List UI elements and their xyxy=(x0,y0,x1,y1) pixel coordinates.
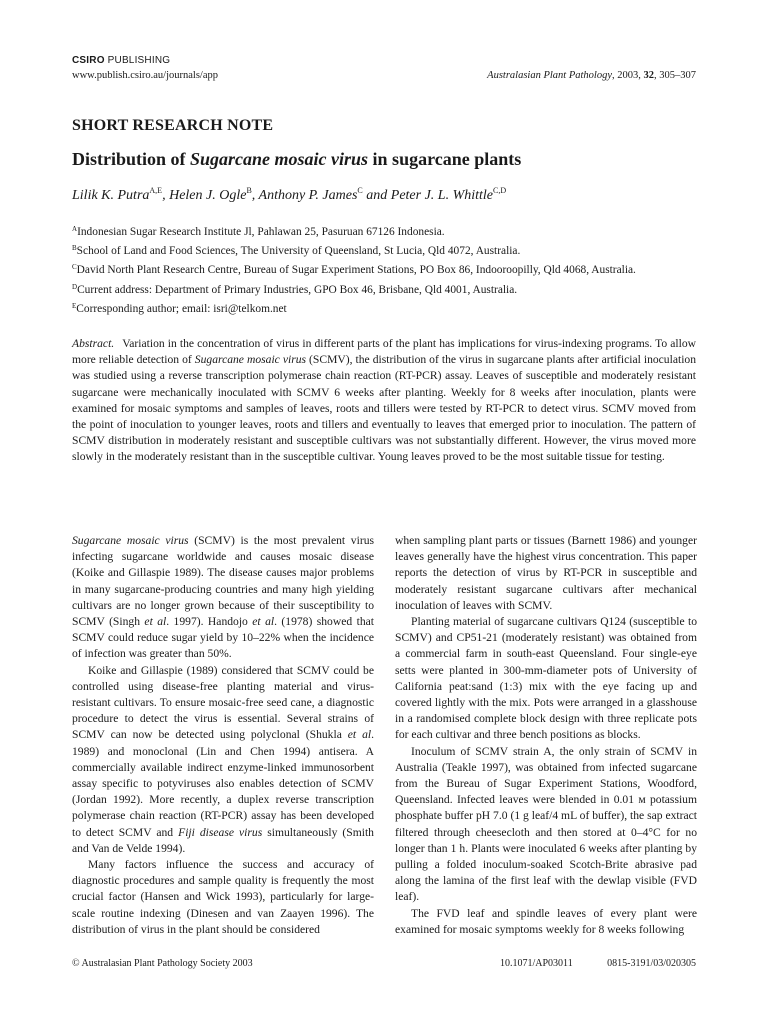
affiliation xyxy=(72,259,636,278)
paragraph: Planting material of sugarcane cultivars Q124 (susceptible to SCMV) and CP51-21 (moderately resistant) was obtained from a commercial farm in south-east Queensland. Four single-eye setts were planted in 300-mm-diameter pots of University of California peat:sand (1:3) mix with the eye facing up and covered lightly with the mix. Pots were arranged in a glasshouse in a randomised complete block design with three replicate pots for each cultivar and three bench positions as blocks. xyxy=(395,615,697,742)
journal-url[interactable]: www.publish.csiro.au/journals/app xyxy=(72,70,219,81)
affiliation-mark: A xyxy=(72,225,78,233)
title-italic: Sugarcane mosaic virus xyxy=(190,149,369,169)
author-affiliation-mark: C xyxy=(357,186,363,195)
abstract xyxy=(72,336,696,466)
body-column-left xyxy=(72,533,374,938)
affiliation-text: David North Plant Research Centre, Bureau of Sugar Experiment Stations, PO Box 86, Indooroopilly, Qld 4068, Australia. xyxy=(76,264,636,277)
affiliation xyxy=(72,240,636,259)
paragraph: Inoculum of SCMV strain A, the only strain of SCMV in Australia (Teakle 1997), was obtained from infected sugarcane from the Bureau of Sugar Experiment Stations, Woodford, Queensland. Infected leaves were blended in 0.01 ᴍ potassium phosphate buffer pH 7.0 (1 g leaf/4 mL of buffer), the sap extract filtered through cheesecloth and then stored at 0–4°C for no longer than 1 h. Plants were inoculated 6 weeks after planting by pulling a folded inoculum-soaked Scotch-Brite abrasive pad along the lamina of the first leaf with the dewlap visible (FVD leaf). xyxy=(395,744,697,904)
affiliation-mark: C xyxy=(72,263,77,272)
paragraph xyxy=(72,533,374,663)
issn: 0815-3191/03/020305 xyxy=(607,958,696,969)
paragraph: when sampling plant parts or tissues (Barnett 1986) and younger leaves generally have the highest virus concentration. This paper reports the detection of virus by RT-PCR in susceptible and moderately resistant sugarcane cultivars after mechanical inoculation of leaves with SCMV. xyxy=(395,534,697,612)
author-separator: , xyxy=(251,188,259,203)
author-name: Peter J. L. Whittle xyxy=(390,188,494,203)
affiliation-text: Indonesian Sugar Research Institute Jl, Pahlawan 25, Pasuruan 67126 Indonesia. xyxy=(77,226,445,238)
affiliation-mark: B xyxy=(72,244,77,253)
paragraph-text: . 1997). Handojo xyxy=(166,615,253,629)
paragraph xyxy=(72,663,374,857)
affiliation xyxy=(72,221,636,240)
abstract-label: Abstract. xyxy=(72,337,115,350)
author xyxy=(169,188,258,203)
paragraph: The FVD leaf and spindle leaves of every plant were examined for mosaic symptoms weekly for 8 weeks following xyxy=(395,906,697,936)
species-name: Fiji disease virus xyxy=(178,825,263,839)
journal-name: Australasian Plant Pathology xyxy=(487,70,612,81)
journal-year: , 2003, xyxy=(612,70,644,81)
author-separator: , xyxy=(162,188,170,203)
section-label: SHORT RESEARCH NOTE xyxy=(72,117,274,134)
page-footer xyxy=(72,958,696,972)
author-name: Lilik K. Putra xyxy=(72,188,150,203)
affiliation-list xyxy=(72,221,636,317)
author xyxy=(391,188,506,203)
et-al: et al xyxy=(347,728,372,742)
author-name: Anthony P. James xyxy=(258,188,358,203)
abstract-text: (SCMV), the distribution of the virus in sugarcane plants after artificial inoculation was studied using a reverse transcription polymerase chain reaction (RT-PCR) assay. Leaves of susceptible and moderately resistant sugarcane were mechanically inoculated with SCMV 6 weeks after planting. Weekly for 8 weeks after inoculation, plants were examined for mosaic symptoms and samples of leaves, roots and tillers were tested by RT-PCR to detect virus. SCMV moved from the point of inoculation to younger leaves, roots and tillers and eventually to leaves that emerged prior to inoculation. The pattern of SCMV distribution in moderately resistant and susceptible cultivars was not substantially different. However, the virus moved more slowly in the moderately resistant than in the susceptible cultivar. Young leaves proved to be the most suitable tissue for testing. xyxy=(72,353,697,464)
abstract-text: Variation in the concentration of virus in different parts of the plant has implications for virus-indexing programs. To allow more reliable detection of xyxy=(72,337,696,367)
species-name: Sugarcane mosaic virus xyxy=(72,534,189,547)
affiliation-mark: E xyxy=(72,301,77,310)
journal-pages: , 305–307 xyxy=(654,70,696,81)
et-al: et al xyxy=(252,615,275,629)
affiliation xyxy=(72,279,636,298)
journal-citation xyxy=(487,70,696,81)
publisher-name-bold: CSIRO xyxy=(72,55,105,66)
paragraph-text: simultaneously (Smith and Van de Velde 1994). xyxy=(72,825,374,855)
author-name: Helen J. Ogle xyxy=(169,188,247,203)
article-title xyxy=(72,149,521,170)
copyright: © Australasian Plant Pathology Society 2003 xyxy=(72,958,253,969)
paragraph-text: Koike and Gillaspie (1989) considered that SCMV could be controlled using disease-free planting material and virus-resistant cultivars. To ensure mosaic-free seed cane, a diagnostic procedure to detect the virus is essential. Several strains of SCMV can now be detected using polyclonal (Shukla xyxy=(72,663,374,742)
affiliation-text: Corresponding author; email: isri@telkom.net xyxy=(76,302,287,315)
paragraph-text: (SCMV) is the most prevalent virus infecting sugarcane worldwide and causes mosaic disease (Koike and Gillaspie 1989). The disease causes major problems in many sugarcane-producing countries and many high yielding cultivars are no longer grown because of their susceptibility to SCMV (Singh xyxy=(72,534,374,629)
author-list xyxy=(72,186,506,204)
title-prefix: Distribution of xyxy=(72,149,191,169)
author xyxy=(259,188,391,203)
publisher-name-rest: PUBLISHING xyxy=(104,55,171,66)
affiliation-mark: D xyxy=(72,282,78,291)
affiliation xyxy=(72,298,636,317)
abstract-italic: Sugarcane mosaic virus xyxy=(194,353,307,367)
publisher-name xyxy=(72,55,170,66)
affiliation-text: School of Land and Food Sciences, The University of Queensland, St Lucia, Qld 4072, Australia. xyxy=(76,245,521,258)
doi[interactable]: 10.1071/AP03011 xyxy=(500,958,573,969)
paragraph-text: . 1989) and monoclonal (Lin and Chen 1994) antisera. A commercially available indirect enzyme-linked immunosorbent assay specific to potyviruses also enables detection of SCMV (Jordan 1992). More recently, a duplex reverse transcription polymerase chain reaction (RT-PCR) assay has been developed to detect SCMV and xyxy=(72,728,374,839)
paragraph-text: . (1978) showed that SCMV could reduce sugar yield by 10–22% when the incidence of infection was greater than 50%. xyxy=(72,615,374,661)
body-column-right xyxy=(395,533,697,938)
journal-volume: 32 xyxy=(643,70,654,81)
paragraph: Many factors influence the success and accuracy of diagnostic procedures and sample quality is frequently the most crucial factor (Hansen and Wick 1993), particularly for large-scale routine indexing (Dinesen and van Zaayen 1996). The distribution of virus in the plant should be considered xyxy=(72,858,374,936)
author-separator: and xyxy=(362,188,391,203)
affiliation-text: Current address: Department of Primary Industries, GPO Box 46, Brisbane, Qld 4001, Australia. xyxy=(77,283,518,296)
author-affiliation-mark: A,E xyxy=(149,186,163,195)
running-header xyxy=(72,70,696,84)
author-affiliation-mark: B xyxy=(246,186,252,195)
et-al: et al xyxy=(144,615,167,629)
title-suffix: in sugarcane plants xyxy=(368,149,522,169)
author xyxy=(72,188,169,203)
author-affiliation-mark: C,D xyxy=(493,186,507,195)
